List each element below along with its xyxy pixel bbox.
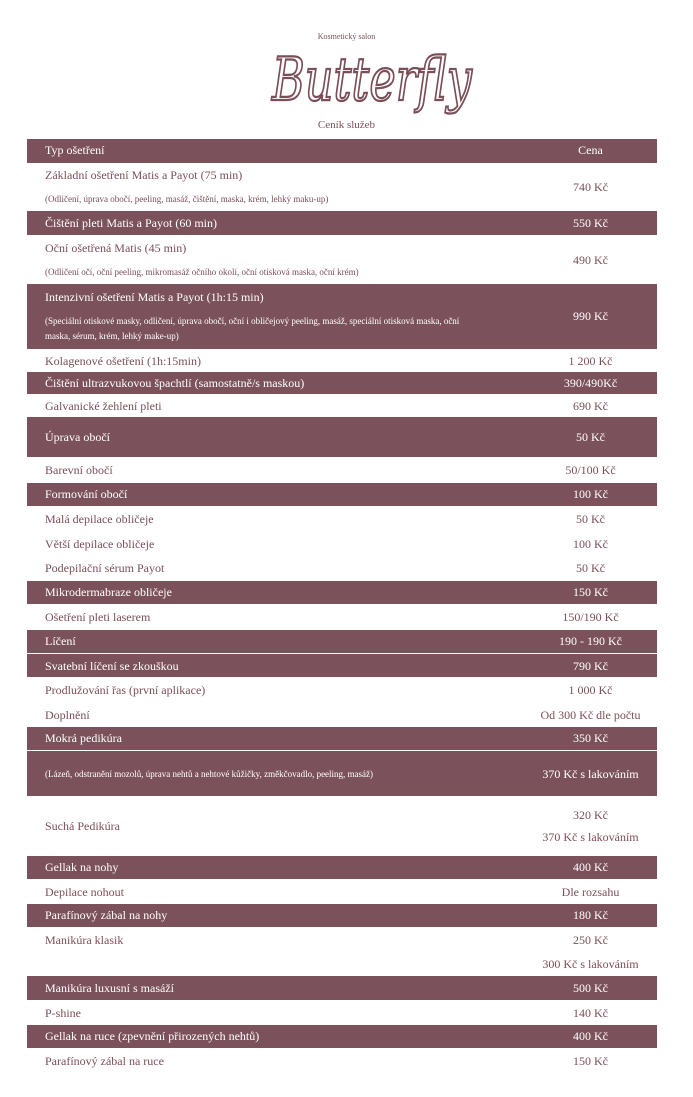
price-value: 150/190 Kč (562, 610, 619, 625)
table-row (27, 952, 657, 976)
price-value: 550 Kč (573, 215, 608, 230)
service-cell (27, 605, 524, 630)
table-row (27, 507, 657, 532)
table-row (27, 372, 657, 395)
column-header-price: Cena (524, 139, 657, 163)
price-value: 400 Kč (573, 860, 608, 875)
service-cell (27, 880, 524, 904)
price-cell (524, 394, 657, 417)
price-cell (524, 372, 657, 395)
service-description: (Speciální otiskové masky, odličení, úprava obočí, oční i obličejový peeling, masáž, speciální otisková maska, oční maska, sérum, krém, lehký make-up) (45, 315, 460, 341)
service-description: (Odličení očí, oční peeling, mikromasáž očního okolí, oční otisková maska, oční krém) (45, 266, 359, 277)
service-name: Parafínový zábal na ruce (45, 1053, 164, 1068)
service-cell (27, 235, 524, 284)
price-cell (524, 630, 657, 654)
price-value: 300 Kč s lakováním (542, 956, 639, 971)
price-value: 500 Kč (573, 980, 608, 995)
service-cell (27, 532, 524, 556)
price-value: 150 Kč (573, 585, 608, 600)
price-cell (524, 1049, 657, 1073)
price-cell (524, 928, 657, 952)
service-cell (27, 163, 524, 211)
service-name: Úprava obočí (45, 429, 110, 444)
price-cell (524, 163, 657, 211)
service-name: Podepilační sérum Payot (45, 561, 165, 575)
service-cell (27, 394, 524, 417)
table-row (27, 654, 657, 678)
table-row (27, 483, 657, 507)
table-row (27, 605, 657, 630)
price-cell (524, 417, 657, 458)
service-name: Parafínový zábal na nohy (45, 908, 168, 923)
service-cell (27, 458, 524, 483)
service-cell (27, 952, 524, 976)
table-row (27, 235, 657, 284)
service-cell (27, 751, 524, 797)
service-name: (Lázeň, odstranění mozolů, úprava nehtů a nehtové kůžičky, změkčovadlo, peeling, masáž) (45, 768, 374, 779)
table-header-row (27, 139, 657, 163)
price-value: 140 Kč (573, 1005, 608, 1020)
service-cell (27, 630, 524, 654)
price-value: 690 Kč (573, 398, 608, 413)
price-value: 390/490Kč (563, 375, 618, 390)
service-cell (27, 797, 524, 856)
service-cell (27, 1025, 524, 1049)
price-value: 1 200 Kč (568, 353, 613, 368)
price-value: 990 Kč (573, 309, 608, 324)
service-name: Oční ošetřená Matis (45 min) (45, 240, 187, 255)
service-name: Suchá Pedikúra (45, 819, 120, 834)
table-row (27, 727, 657, 751)
table-row (27, 797, 657, 856)
service-cell (27, 372, 524, 395)
service-name: Větší depilace obličeje (45, 536, 155, 551)
price-value: 1 000 Kč (568, 683, 613, 698)
service-cell (27, 211, 524, 235)
price-cell (524, 703, 657, 727)
service-name: Gellak na nohy (45, 860, 119, 875)
table-row (27, 751, 657, 797)
table-row (27, 163, 657, 211)
table-row (27, 458, 657, 483)
service-cell (27, 556, 524, 581)
service-cell (27, 349, 524, 372)
service-name: Líčení (45, 634, 76, 649)
table-row (27, 856, 657, 880)
price-value: Od 300 Kč dle počtu (540, 707, 641, 722)
table-row (27, 284, 657, 349)
service-cell (27, 507, 524, 532)
service-cell (27, 678, 524, 703)
service-name: Doplnění (45, 707, 90, 722)
price-cell (524, 904, 657, 928)
price-cell (524, 976, 657, 1001)
price-value: 370 Kč s lakováním (542, 766, 639, 781)
table-row (27, 904, 657, 928)
price-cell (524, 507, 657, 532)
table-row (27, 417, 657, 458)
service-cell (27, 1001, 524, 1025)
service-cell (27, 417, 524, 458)
service-cell (27, 703, 524, 727)
table-row (27, 703, 657, 727)
table-row (27, 349, 657, 372)
price-value: 350 Kč (573, 731, 608, 746)
service-cell (27, 928, 524, 952)
service-name: Svatební líčení se zkouškou (45, 658, 179, 673)
price-cell (524, 581, 657, 605)
table-row (27, 394, 657, 417)
price-cell (524, 458, 657, 483)
service-name: Barevní obočí (45, 463, 113, 478)
service-cell (27, 1049, 524, 1073)
price-cell (524, 235, 657, 284)
price-value: 320 Kč (573, 808, 608, 823)
column-header-service: Typ ošetření (27, 139, 524, 163)
service-name: P-shine (45, 1005, 81, 1020)
service-name: Manikúra klasik (45, 932, 124, 947)
price-value: 100 Kč (573, 487, 608, 502)
price-value: 370 Kč s lakováním (542, 830, 639, 845)
table-row (27, 630, 657, 654)
service-cell (27, 654, 524, 678)
salon-type-label: Kosmetický salon (317, 32, 376, 41)
price-value: 100 Kč (573, 536, 608, 551)
service-name: Základní ošetření Matis a Payot (75 min) (45, 168, 243, 183)
table-row (27, 928, 657, 952)
service-cell (27, 483, 524, 507)
table-row (27, 976, 657, 1001)
salon-header (0, 0, 693, 140)
price-value: 150 Kč (573, 1053, 608, 1068)
service-name: Depilace nohout (45, 884, 124, 899)
service-cell (27, 976, 524, 1001)
service-cell (27, 856, 524, 880)
service-name: Manikúra luxusní s masáží (45, 980, 174, 995)
service-name: Prodlužování řas (první aplikace) (45, 683, 206, 698)
table-row (27, 1049, 657, 1073)
price-value: 790 Kč (573, 658, 608, 673)
price-value: 50 Kč (576, 561, 605, 575)
table-row (27, 532, 657, 556)
price-cell (524, 1001, 657, 1025)
price-cell (524, 605, 657, 630)
price-cell (524, 1025, 657, 1049)
service-description: (Odličení, úprava obočí, peeling, masáž, čištění, maska, krém, lehký maku-up) (45, 194, 329, 205)
table-row (27, 1025, 657, 1049)
service-name: Čištění pleti Matis a Payot (60 min) (45, 215, 217, 230)
price-value: Dle rozsahu (561, 884, 620, 899)
service-name: Mokrá pedikúra (45, 731, 122, 746)
pricelist-title: Ceník služeb (317, 119, 376, 131)
service-name: Kolagenové ošetření (1h:15min) (45, 353, 201, 368)
price-cell (524, 727, 657, 751)
table-row (27, 211, 657, 235)
service-name: Mikrodermabraze obličeje (45, 585, 172, 600)
table-row (27, 1001, 657, 1025)
price-cell (524, 654, 657, 678)
table-row (27, 581, 657, 605)
service-name: Intenzivní ošetření Matis a Payot (1h:15 min) (45, 289, 264, 304)
price-table (27, 139, 657, 1073)
service-cell (27, 904, 524, 928)
price-value: 50 Kč (576, 512, 605, 527)
price-cell (524, 556, 657, 581)
service-name: Formování obočí (45, 487, 128, 502)
price-cell (524, 952, 657, 976)
price-value: 50/100 Kč (565, 463, 616, 478)
price-cell (524, 284, 657, 349)
service-cell (27, 581, 524, 605)
price-cell (524, 349, 657, 372)
price-cell (524, 880, 657, 904)
table-row (27, 678, 657, 703)
butterfly-script-logo (266, 40, 478, 116)
table-row (27, 880, 657, 904)
price-cell (524, 751, 657, 797)
price-cell (524, 678, 657, 703)
price-cell (524, 211, 657, 235)
price-value: 50 Kč (576, 429, 605, 444)
price-value: 740 Kč (573, 180, 608, 195)
service-cell (27, 284, 524, 349)
price-value: 250 Kč (573, 932, 608, 947)
service-name: Gellak na ruce (zpevnění přirozených nehtů) (45, 1029, 260, 1044)
service-name: Ošetření pleti laserem (45, 610, 151, 625)
price-cell (524, 483, 657, 507)
service-name: Čištění ultrazvukovou špachtlí (samostatně/s maskou) (45, 375, 305, 390)
table-row (27, 556, 657, 581)
service-name: Galvanické žehlení pleti (45, 398, 162, 413)
price-value: 190 - 190 Kč (559, 634, 622, 649)
service-name: Malá depilace obličeje (45, 512, 154, 527)
price-value: 490 Kč (573, 252, 608, 267)
price-value: 400 Kč (573, 1029, 608, 1044)
service-cell (27, 727, 524, 751)
price-value: 180 Kč (573, 908, 608, 923)
price-cell (524, 797, 657, 856)
brand-name: Butterfly (271, 45, 473, 115)
price-cell (524, 532, 657, 556)
price-cell (524, 856, 657, 880)
price-table-body (27, 163, 657, 1073)
